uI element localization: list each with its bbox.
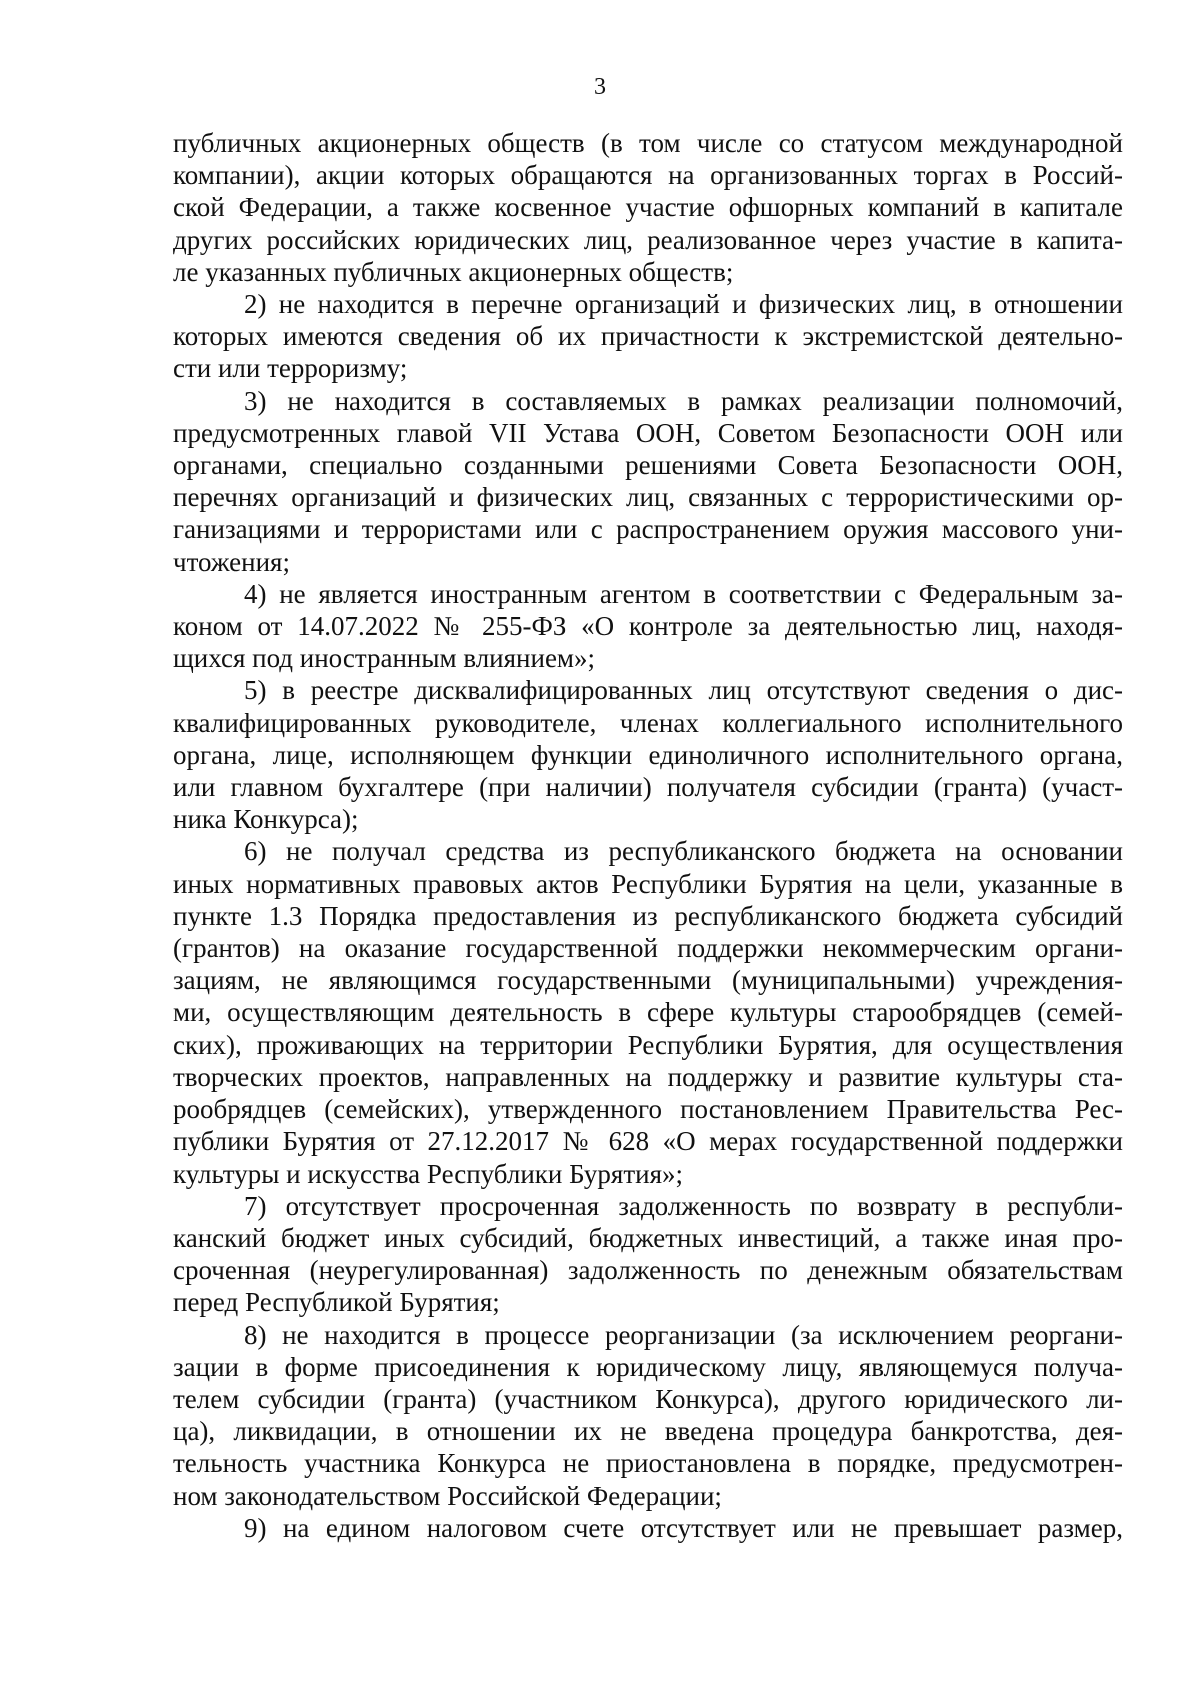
paragraph <box>173 674 1123 835</box>
text-line: зации в форме присоединения к юридическому лицу, являющемуся получа- <box>173 1351 1123 1382</box>
text-line: канский бюджет иных субсидий, бюджетных инвестиций, а также иная про- <box>173 1222 1123 1253</box>
text-line: сроченная (неурегулированная) задолженность по денежным обязательствам <box>173 1255 1123 1286</box>
text-line: пункте 1.3 Порядка предоставления из республиканского бюджета субсидий <box>173 900 1123 931</box>
page-number: 3 <box>594 74 606 100</box>
text-line: органами, специально созданными решениями Совета Безопасности ООН, <box>173 450 1123 481</box>
text-line: чтожения; <box>173 546 290 577</box>
paragraph <box>173 835 1123 1189</box>
text-line: публичных акционерных обществ (в том числе со статусом международной <box>173 128 1123 158</box>
text-line: компании), акции которых обращаются на организованных торгах в Россий- <box>173 160 1123 191</box>
text-line: публики Бурятия от 27.12.2017 № 628 «О мерах государственной поддержки <box>173 1126 1123 1157</box>
text-line: 9) на едином налоговом счете отсутствует или не превышает размер, <box>244 1512 1123 1543</box>
text-line: которых имеются сведения об их причастности к экстремистской деятельно- <box>173 321 1123 352</box>
text-line: ца), ликвидации, в отношении их не введена процедура банкротства, дея- <box>173 1416 1123 1447</box>
text-line: тельность участника Конкурса не приостановлена в порядке, предусмотрен- <box>173 1448 1123 1479</box>
text-line: творческих проектов, направленных на поддержку и развитие культуры ста- <box>173 1061 1123 1092</box>
text-line: коном от 14.07.2022 № 255-ФЗ «О контроле за деятельностью лиц, находя- <box>173 611 1123 642</box>
text-line: ника Конкурса); <box>173 804 359 835</box>
text-line: других российских юридических лиц, реализованное через участие в капита- <box>173 224 1123 255</box>
text-line: (грантов) на оказание государственной поддержки некоммерческим органи- <box>173 933 1123 964</box>
text-line: ном законодательством Российской Федерации; <box>173 1480 722 1511</box>
text-line: ской Федерации, а также косвенное участие офшорных компаний в капитале <box>173 192 1123 223</box>
text-line: ганизациями и террористами или с распространением оружия массового уни- <box>173 514 1123 545</box>
text-line: щихся под иностранным влиянием»; <box>173 643 596 674</box>
text-line: 3) не находится в составляемых в рамках реализации полномочий, <box>244 385 1123 416</box>
text-line: зациям, не являющимся государственными (муниципальными) учреждения- <box>173 965 1123 996</box>
text-line: культуры и искусства Республики Бурятия»; <box>173 1158 684 1189</box>
text-line: 2) не находится в перечне организаций и физических лиц, в отношении <box>244 289 1123 320</box>
paragraph <box>173 127 1123 288</box>
text-line: 4) не является иностранным агентом в соответствии с Федеральным за- <box>244 578 1123 609</box>
text-line: органа, лице, исполняющем функции единоличного исполнительного органа, <box>173 739 1123 770</box>
text-line: перед Республикой Бурятия; <box>173 1287 500 1318</box>
text-line: 7) отсутствует просроченная задолженность по возврату в республи- <box>244 1190 1123 1221</box>
text-line: телем субсидии (гранта) (участником Конкурса), другого юридического ли- <box>173 1383 1123 1414</box>
paragraph <box>173 578 1123 675</box>
text-line: иных нормативных правовых актов Республики Бурятия на цели, указанные в <box>173 868 1123 899</box>
text-line: или главном бухгалтере (при наличии) получателя субсидии (гранта) (участ- <box>173 772 1123 803</box>
text-line: 6) не получал средства из республиканского бюджета на основании <box>244 836 1123 867</box>
text-line: ми, осуществляющим деятельность в сфере культуры старообрядцев (семей- <box>173 997 1123 1028</box>
paragraph <box>173 1319 1123 1512</box>
text-line: ле указанных публичных акционерных обществ; <box>173 256 734 287</box>
paragraph <box>173 1512 1123 1544</box>
text-line: сти или терроризму; <box>173 353 408 384</box>
text-line: 5) в реестре дисквалифицированных лиц отсутствуют сведения о дис- <box>244 675 1123 706</box>
text-line: ских), проживающих на территории Республики Бурятия, для осуществления <box>173 1029 1123 1060</box>
text-line: 8) не находится в процессе реорганизации (за исключением реоргани- <box>244 1319 1123 1350</box>
text-line: рообрядцев (семейских), утвержденного постановлением Правительства Рес- <box>173 1094 1123 1125</box>
document-body <box>173 127 1123 1544</box>
paragraph <box>173 288 1123 385</box>
paragraph <box>173 1190 1123 1319</box>
text-line: перечнях организаций и физических лиц, связанных с террористическими ор- <box>173 482 1123 513</box>
text-line: предусмотренных главой VII Устава ООН, Советом Безопасности ООН или <box>173 417 1123 448</box>
text-line: квалифицированных руководителе, членах коллегиального исполнительного <box>173 707 1123 738</box>
paragraph <box>173 385 1123 578</box>
